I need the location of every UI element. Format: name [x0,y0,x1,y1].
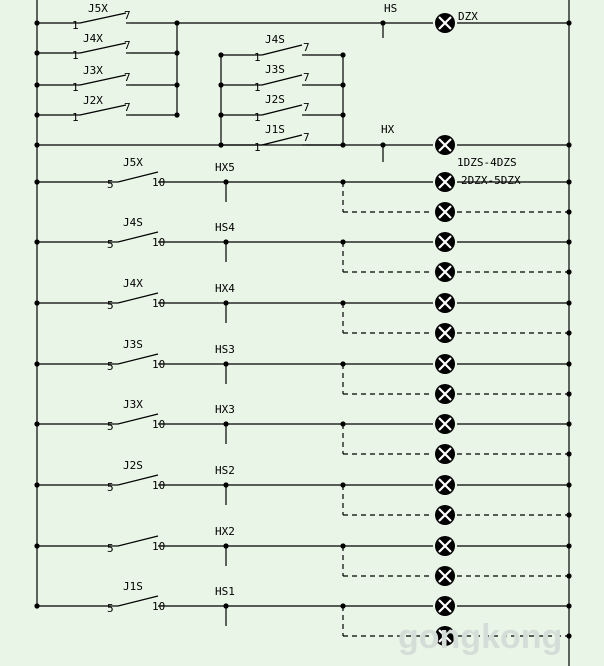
junction-dot [566,421,571,426]
junction-dot [34,20,39,25]
pin-label: 7 [124,9,131,22]
indicator-lamp [435,596,455,616]
hx-label: HS4 [215,221,235,234]
row-switch-name: J3S [123,338,143,351]
pin-label: 1 [254,111,261,124]
junction-dot [34,112,39,117]
junction-dot [223,300,228,305]
indicator-lamp [435,536,455,556]
junction-dot [174,20,179,25]
pin-label: 7 [124,101,131,114]
pin-label: 10 [152,418,166,431]
wiring [37,0,569,666]
pin-label: 1 [254,81,261,94]
junction-dot [566,269,571,274]
junction-dot [380,20,385,25]
hx-label: HX4 [215,282,235,295]
junction-dot [223,239,228,244]
junction-dot [34,421,39,426]
row-switch-name: J5X [123,156,143,169]
junction-dot [34,603,39,608]
junction-dot [380,142,385,147]
junction-dot [566,391,571,396]
mid-switch-name: J2S [265,93,285,106]
lamp-group-label-1: 1DZS-4DZS [457,156,517,169]
junction-dot [566,20,571,25]
junction-dot [566,209,571,214]
indicator-lamp [435,135,455,155]
pin-label: 1 [72,81,79,94]
junction-dot [223,603,228,608]
indicator-lamp [435,566,455,586]
row-switch-name: J4X [123,277,143,290]
hx-label: HX3 [215,403,235,416]
junction-dot [340,239,345,244]
row-switch-name: J2S [123,459,143,472]
indicator-lamp [435,475,455,495]
header-switch-name: J5X [88,2,108,15]
pin-label: 1 [72,19,79,32]
labels [72,2,310,615]
pin-label: 7 [124,71,131,84]
junction-dot [566,482,571,487]
pin-label: 1 [72,111,79,124]
junction-dot [223,361,228,366]
junction-dot [34,361,39,366]
junction-dot [566,633,571,638]
header-switch-name: J4X [83,32,103,45]
pin-label: 5 [107,420,114,433]
mid-switch-name: J3S [265,63,285,76]
junction-dot [218,52,223,57]
pin-label: 5 [107,178,114,191]
junction-dot [340,112,345,117]
pin-label: 1 [254,51,261,64]
junction-dot [34,543,39,548]
pin-label: 10 [152,358,166,371]
pin-label: 1 [72,49,79,62]
junction-dot [340,421,345,426]
junction-dot [340,52,345,57]
junction-dot [566,603,571,608]
junction-dot [34,179,39,184]
junction-dot [223,421,228,426]
junction-dot [566,512,571,517]
indicator-lamp [435,202,455,222]
hx-label: HS3 [215,343,235,356]
row-switch-name: J4S [123,216,143,229]
junction-dot [566,300,571,305]
indicator-lamp [435,13,455,33]
junction-dot [34,142,39,147]
pin-label: 7 [303,101,310,114]
header-switch-name: J3X [83,64,103,77]
pin-label: 7 [124,39,131,52]
mid-switch-name: J1S [265,123,285,136]
junction-dot [566,451,571,456]
pin-label: 5 [107,299,114,312]
watermark: gongkong [398,618,563,656]
junction-dot [566,142,571,147]
junction-dot [34,300,39,305]
junction-dot [223,179,228,184]
mid-switch-4 [262,135,302,145]
junction-dot [566,361,571,366]
hx-label: HX2 [215,525,235,538]
pin-label: 10 [152,600,166,613]
junction-dot [566,573,571,578]
indicator-lamp [435,172,455,192]
pin-label: 10 [152,176,166,189]
mid-switch-name: J4S [265,33,285,46]
junction-dot [340,603,345,608]
pin-label: 10 [152,297,166,310]
indicator-lamp [435,323,455,343]
indicator-lamp [435,232,455,252]
junction-dot [340,300,345,305]
junction-dot [218,142,223,147]
junction-dot [218,112,223,117]
junction-dot [566,330,571,335]
junction-dot [34,482,39,487]
junction-dot [340,179,345,184]
mid-switch-2 [262,75,302,85]
pin-label: 10 [152,540,166,553]
indicator-lamp [435,293,455,313]
lamp-group-label-2: 2DZX-5DZX [461,174,521,187]
indicator-lamps [435,13,455,646]
pin-label: 10 [152,479,166,492]
junction-dot [34,82,39,87]
junction-dot [566,239,571,244]
pin-label: 5 [107,542,114,555]
hs-label: HS [384,2,398,15]
mid-switch-3 [262,105,302,115]
pin-label: 7 [303,131,310,144]
pin-label: 7 [303,71,310,84]
row-switch-name: J1S [123,580,143,593]
indicator-lamp [435,505,455,525]
junction-dot [340,142,345,147]
junction-dot [34,50,39,55]
dzx-label: DZX [458,10,478,23]
junction-dot [566,179,571,184]
junction-dot [174,82,179,87]
junction-dot [223,482,228,487]
pin-label: 5 [107,238,114,251]
pin-label: 5 [107,481,114,494]
mid-switch-1 [262,45,302,55]
indicator-lamp [435,354,455,374]
indicator-lamp [435,262,455,282]
indicator-lamp [435,444,455,464]
pin-label: 10 [152,236,166,249]
indicator-lamp [435,414,455,434]
junction-dot [34,239,39,244]
junction-dot [340,482,345,487]
pin-label: 1 [254,141,261,154]
hx-label: HX [381,123,395,136]
indicator-lamp [435,384,455,404]
junction-dot [340,361,345,366]
junction-dot [566,543,571,548]
pin-label: 5 [107,602,114,615]
junction-dot [174,50,179,55]
pin-label: 5 [107,360,114,373]
junction-dot [340,543,345,548]
pin-label: 7 [303,41,310,54]
hx-label: HS1 [215,585,235,598]
junction-dot [218,82,223,87]
hx-label: HX5 [215,161,235,174]
header-switch-name: J2X [83,94,103,107]
junction-dot [223,543,228,548]
hx-label: HS2 [215,464,235,477]
row-switch-name: J3X [123,398,143,411]
junction-dot [174,112,179,117]
junction-dot [340,82,345,87]
